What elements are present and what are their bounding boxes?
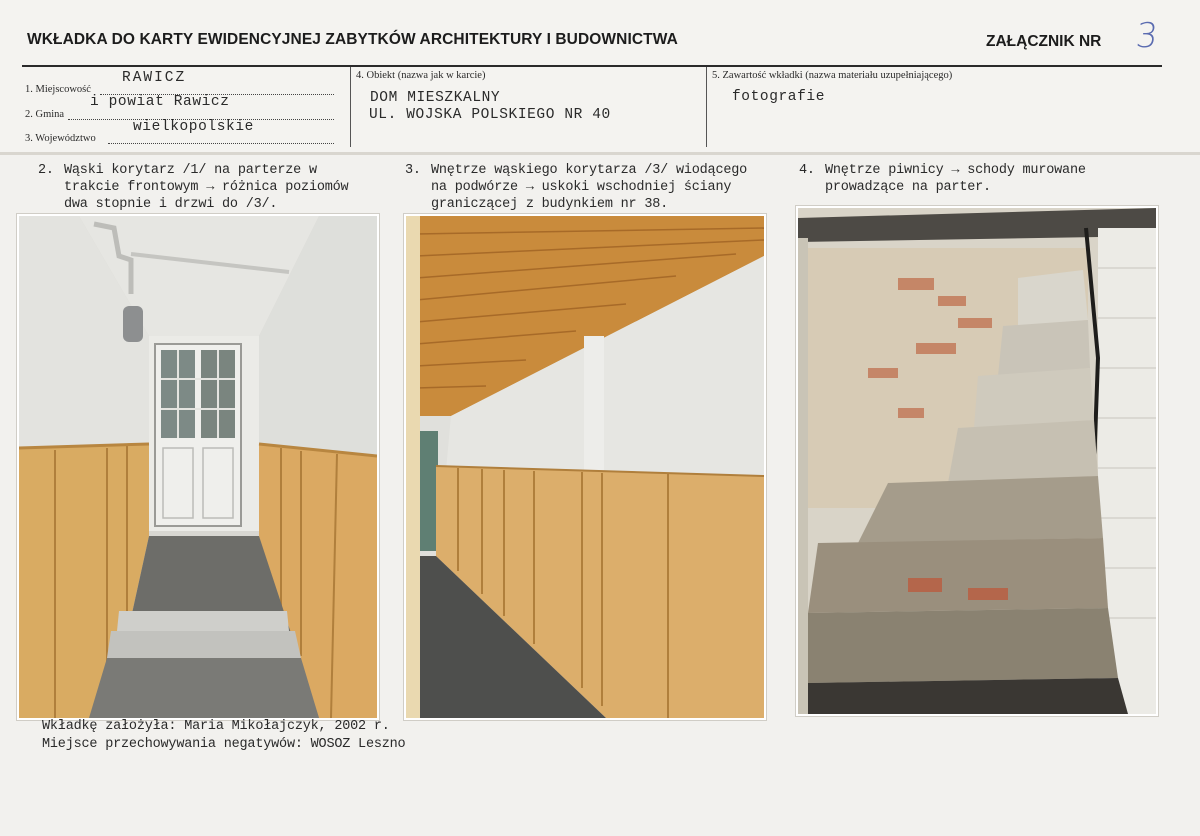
photo-cellar-stairs (796, 206, 1158, 716)
photo-number: 4. (799, 163, 815, 178)
field-divider (706, 67, 707, 147)
caption-line: dwa stopnie i drzwi do /3/. (64, 197, 278, 212)
caption-line: na podwórze → uskoki wschodniej ściany (431, 180, 732, 195)
dotted-line (108, 143, 334, 144)
value-wojewodztwo: wielkopolskie (133, 119, 254, 135)
value-zawartosc: fotografie (732, 89, 826, 105)
caption-line: prowadzące na parter. (825, 180, 991, 195)
cellar-stairs-photo-image (798, 208, 1156, 714)
attachment-number: 3 (1133, 16, 1160, 56)
value-miejscowosc: RAWICZ (122, 70, 187, 86)
value-obiekt-line2: UL. WOJSKA POLSKIEGO NR 40 (369, 107, 611, 123)
caption-line: Wnętrze wąskiego korytarza /3/ wiodącego (431, 163, 748, 178)
attachment-label: ZAŁĄCZNIK NR (986, 33, 1102, 50)
photo-number: 2. (38, 163, 54, 178)
label-miejscowosc: 1. Miejscowość (25, 84, 91, 95)
footer-author: Wkładkę założyła: Maria Mikołajczyk, 2002 r. (42, 719, 390, 734)
form-title: WKŁADKA DO KARTY EWIDENCYJNEJ ZABYTKÓW ARCHITEKTURY I BUDOWNICTWA (27, 31, 678, 48)
corridor-yard-photo-image (406, 216, 764, 718)
label-wojewodztwo: 3. Województwo (25, 133, 96, 144)
caption-line: Wnętrze piwnicy → schody murowane (825, 163, 1086, 178)
field-divider (350, 67, 351, 147)
label-zawartosc: 5. Zawartość wkładki (nazwa materiału uzupełniającego) (712, 70, 953, 81)
photo-number: 3. (405, 163, 421, 178)
caption-line: Wąski korytarz /1/ na parterze w (64, 163, 317, 178)
label-gmina: 2. Gmina (25, 109, 65, 120)
value-obiekt-line1: DOM MIESZKALNY (370, 90, 501, 106)
photo-corridor-to-yard (404, 214, 766, 720)
label-obiekt: 4. Obiekt (nazwa jak w karcie) (356, 70, 486, 81)
value-gmina: i powiat Rawicz (90, 94, 230, 110)
footer-negatives-location: Miejsce przechowywania negatywów: WOSOZ Leszno (42, 737, 406, 752)
caption-line: trakcie frontowym → różnica poziomów (64, 180, 349, 195)
photo-corridor-ground-floor (17, 214, 379, 720)
header-rule (22, 65, 1162, 67)
corridor-photo-image (19, 216, 377, 718)
caption-line: graniczącej z budynkiem nr 38. (431, 197, 669, 212)
